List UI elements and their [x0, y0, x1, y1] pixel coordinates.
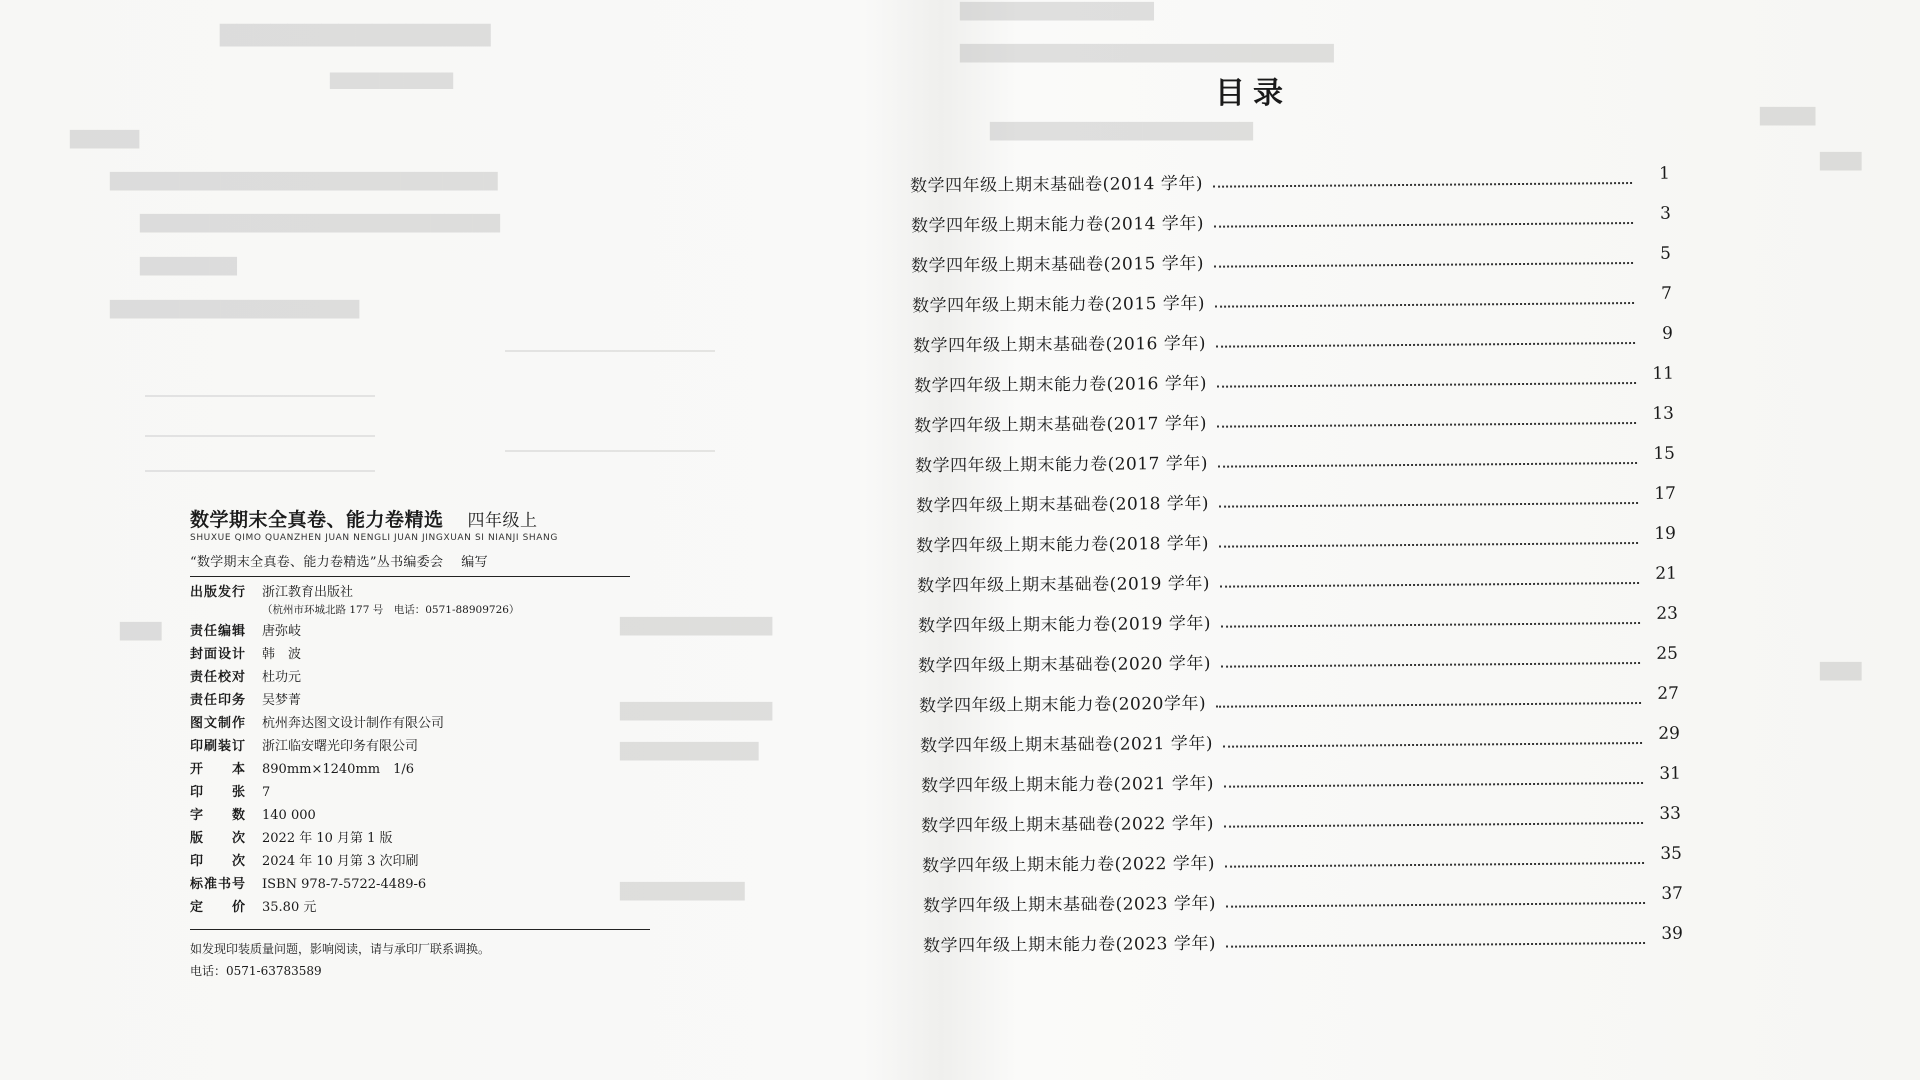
toc-page-number: 31	[1658, 763, 1681, 784]
toc-entry[interactable]	[920, 762, 1680, 797]
toc-page-number: 27	[1657, 683, 1680, 704]
toc-dot-leader	[1218, 462, 1637, 468]
book-title-pinyin: SHUXUE QIMO QUANZHEN JUAN NENGLI JUAN JINGXUAN SI NIANJI SHANG	[190, 533, 558, 543]
bleed-through-text: ▇▇▇▇▇▇▇▇▇▇▇▇▇▇▇▇▇▇▇	[990, 120, 1254, 141]
toc-dot-leader	[1216, 342, 1635, 348]
info-row	[190, 850, 630, 873]
toc-dot-leader	[1223, 742, 1642, 748]
bleed-through-text: ▇▇▇▇▇▇▇▇▇▇▇▇▇▇▇▇▇▇	[110, 298, 360, 319]
book-title	[190, 505, 630, 532]
toc-entry[interactable]	[916, 522, 1676, 557]
publisher-name: 浙江教育出版社	[262, 585, 354, 600]
publisher-label: 出版发行	[190, 585, 247, 600]
info-value: 140 000	[262, 808, 316, 823]
info-label: 字 数	[190, 808, 247, 823]
bleed-through-text: ▇▇▇▇▇▇▇▇▇▇▇▇▇▇▇▇▇▇▇▇▇▇▇▇▇▇▇	[960, 42, 1334, 63]
info-row	[190, 758, 630, 781]
toc-entry-title: 数学四年级上期末基础卷(2019 学年)	[916, 573, 1211, 597]
toc-dot-leader	[1221, 662, 1640, 668]
toc-dot-leader	[1216, 382, 1635, 388]
toc-entry[interactable]	[918, 642, 1678, 677]
toc-dot-leader	[1214, 262, 1633, 268]
toc-entry-title: 数学四年级上期末基础卷(2014 学年)	[909, 173, 1204, 197]
info-row	[190, 643, 630, 666]
toc-entry-title: 数学四年级上期末基础卷(2016 学年)	[912, 333, 1206, 357]
bleed-through-text: ▇▇▇▇▇▇▇▇▇	[620, 880, 745, 901]
toc-dot-leader	[1224, 822, 1643, 828]
toc-page-number: 19	[1654, 523, 1677, 544]
info-row	[190, 896, 630, 919]
toc-entry[interactable]	[911, 202, 1671, 237]
bleed-through-text: ▇▇▇▇▇▇▇▇▇▇	[330, 70, 454, 89]
toc-page-number: 9	[1661, 323, 1673, 344]
info-value: 韩 波	[262, 647, 302, 662]
toc-dot-leader	[1220, 582, 1639, 588]
info-label: 责任编辑	[190, 624, 247, 639]
toc-entry-title: 数学四年级上期末能力卷(2021 学年)	[920, 773, 1214, 797]
toc-page-number: 7	[1661, 283, 1673, 304]
toc-entry[interactable]	[919, 682, 1679, 717]
toc-entry-title: 数学四年级上期末能力卷(2023 学年)	[923, 933, 1217, 957]
bleed-through-text: ▇▇▇▇▇▇▇▇▇▇▇	[620, 615, 773, 636]
bleed-through-text: ▇▇▇	[1820, 150, 1862, 171]
info-value: 浙江临安曙光印务有限公司	[262, 739, 419, 754]
toc-dot-leader	[1216, 702, 1641, 708]
toc-page-number: 13	[1652, 403, 1675, 424]
toc-entry[interactable]	[913, 362, 1673, 397]
bleed-through-text: ▇▇▇	[120, 620, 162, 641]
bleed-through-text: ▇▇▇▇▇▇▇▇▇▇▇	[620, 700, 773, 721]
toc-dot-leader	[1219, 542, 1638, 548]
info-label: 印 次	[190, 854, 247, 869]
info-label: 印刷装订	[190, 739, 247, 754]
publication-info-list	[190, 620, 630, 919]
info-label: 图文制作	[190, 716, 247, 731]
info-label: 版 次	[190, 831, 247, 846]
toc-page-number: 25	[1656, 643, 1679, 664]
toc-page-number: 3	[1659, 203, 1671, 224]
info-label: 定 价	[190, 900, 247, 915]
toc-entry-title: 数学四年级上期末能力卷(2014 学年)	[910, 213, 1204, 237]
info-value: 7	[262, 785, 271, 800]
toc-page-number: 35	[1660, 843, 1682, 864]
toc-page-number: 1	[1659, 163, 1671, 184]
compiler-role: 编写	[461, 555, 488, 570]
divider	[190, 929, 650, 930]
toc-entry[interactable]	[922, 842, 1682, 877]
bleed-through-text: ▇▇▇▇▇▇▇▇▇▇▇▇▇▇▇▇	[220, 22, 491, 47]
toc-entry[interactable]	[911, 242, 1671, 277]
info-row	[190, 781, 630, 804]
toc-dot-leader	[1215, 302, 1634, 308]
toc-title: 目录	[1215, 76, 1291, 111]
info-row	[190, 804, 630, 827]
info-label: 印 张	[190, 785, 247, 800]
info-row	[190, 689, 630, 712]
bleed-through-line	[145, 470, 375, 472]
publisher-address: （杭州市环城北路 177 号 电话：0571-88909726）	[262, 604, 520, 616]
bleed-through-line	[505, 450, 715, 452]
bleed-through-text: ▇▇▇▇	[1760, 105, 1816, 126]
toc-entry-title: 数学四年级上期末能力卷(2017 学年)	[914, 453, 1208, 477]
contact-phone: 电话：0571-63783589	[190, 964, 322, 978]
toc-entry[interactable]	[920, 722, 1680, 757]
info-value: 2022 年 10 月第 1 版	[262, 831, 393, 846]
toc-page-number: 39	[1661, 923, 1684, 944]
toc-entry-title: 数学四年级上期末能力卷(2022 学年)	[921, 853, 1215, 877]
publisher-row	[190, 581, 630, 604]
compiler-name: “数学期末全真卷、能力卷精选”丛书编委会	[190, 555, 444, 570]
toc-entry-title: 数学四年级上期末基础卷(2017 学年)	[914, 413, 1208, 437]
toc-dot-leader	[1223, 782, 1642, 788]
bleed-through-text: ▇▇▇	[1820, 660, 1862, 681]
quality-notice: 如发现印装质量问题，影响阅读，请与承印厂联系调换。	[190, 942, 491, 956]
info-row	[190, 620, 630, 643]
info-value: 890mm×1240mm 1/6	[262, 762, 415, 777]
toc-entry-title: 数学四年级上期末能力卷(2018 学年)	[916, 533, 1210, 557]
info-label: 封面设计	[190, 647, 247, 662]
toc-entry-title: 数学四年级上期末基础卷(2015 学年)	[911, 253, 1205, 277]
toc-entry[interactable]	[914, 402, 1674, 437]
toc-entry[interactable]	[922, 882, 1682, 917]
toc-entry-title: 数学四年级上期末基础卷(2023 学年)	[922, 893, 1216, 917]
grade-label: 四年级上	[467, 511, 538, 531]
toc-dot-leader	[1217, 422, 1636, 428]
toc-entry[interactable]	[923, 922, 1683, 957]
toc-page-number: 15	[1653, 443, 1675, 464]
bleed-through-text: ▇▇▇▇▇▇▇	[140, 255, 237, 276]
info-row	[190, 666, 630, 689]
toc-dot-leader	[1226, 942, 1645, 948]
toc-entry-title: 数学四年级上期末基础卷(2020 学年)	[918, 653, 1212, 677]
info-row	[190, 735, 630, 758]
info-row	[190, 873, 630, 896]
toc-entry-title: 数学四年级上期末基础卷(2018 学年)	[915, 493, 1209, 517]
info-label: 标准书号	[190, 877, 247, 892]
info-value: 2024 年 10 月第 3 次印刷	[262, 854, 419, 869]
info-value: 吴梦菁	[262, 693, 302, 708]
bleed-through-text: ▇▇▇▇▇▇▇▇▇▇▇▇▇▇	[960, 0, 1154, 21]
toc-page-number: 17	[1653, 483, 1676, 504]
toc-entry[interactable]	[915, 442, 1675, 477]
info-label: 开 本	[190, 762, 247, 777]
info-row	[190, 827, 630, 850]
bleed-through-text: ▇▇▇▇▇▇▇▇▇▇▇▇▇▇▇▇▇▇▇▇▇▇▇▇▇▇▇▇	[110, 170, 498, 191]
toc-entry[interactable]	[915, 482, 1675, 517]
toc-entry-title: 数学四年级上期末基础卷(2022 学年)	[921, 813, 1215, 837]
book-title-text: 数学期末全真卷、能力卷精选	[190, 509, 444, 531]
bleed-through-text: ▇▇▇▇▇▇▇▇▇▇	[620, 740, 759, 761]
toc-entry[interactable]	[910, 162, 1670, 197]
bleed-through-text: ▇▇▇▇▇	[70, 128, 140, 149]
toc-dot-leader	[1214, 222, 1633, 228]
toc-entry-title: 数学四年级上期末能力卷(2020学年)	[919, 693, 1207, 717]
toc-dot-leader	[1219, 502, 1638, 508]
divider	[190, 576, 630, 577]
toc-page-number: 37	[1660, 883, 1683, 904]
bleed-through-text: ▇▇▇▇▇▇▇▇▇▇▇▇▇▇▇▇▇▇▇▇▇▇▇▇▇▇	[140, 212, 500, 233]
toc-page-number: 29	[1658, 723, 1680, 744]
info-value: 杭州奔达图文设计制作有限公司	[262, 716, 445, 731]
toc-entry-title: 数学四年级上期末基础卷(2021 学年)	[919, 733, 1213, 757]
toc-page-number: 23	[1655, 603, 1678, 624]
toc-entry[interactable]	[912, 282, 1672, 317]
toc-dot-leader	[1225, 862, 1644, 868]
toc-page-number: 33	[1659, 803, 1682, 824]
info-label: 责任印务	[190, 693, 247, 708]
compiler-line	[190, 551, 630, 570]
toc-dot-leader	[1221, 622, 1640, 628]
bleed-through-line	[505, 350, 715, 352]
bleed-through-line	[145, 435, 375, 437]
toc-entry[interactable]	[917, 562, 1677, 597]
info-value: 唐弥岐	[262, 624, 302, 639]
toc-entry-title: 数学四年级上期末能力卷(2019 学年)	[917, 613, 1211, 637]
bleed-through-line	[145, 395, 375, 397]
toc-page-number: 5	[1660, 243, 1672, 264]
info-value: 35.80 元	[262, 900, 317, 915]
info-label: 责任校对	[190, 670, 247, 685]
info-value: 杜功元	[262, 670, 302, 685]
toc-entry[interactable]	[918, 602, 1678, 637]
toc-entry-title: 数学四年级上期末能力卷(2016 学年)	[913, 373, 1207, 397]
toc-dot-leader	[1213, 182, 1632, 188]
toc-dot-leader	[1226, 902, 1645, 908]
toc-page-number: 11	[1651, 363, 1674, 384]
info-row	[190, 712, 630, 735]
info-value: ISBN 978-7-5722-4489-6	[262, 877, 427, 892]
toc-entry-title: 数学四年级上期末能力卷(2015 学年)	[912, 293, 1206, 317]
toc-entry[interactable]	[913, 322, 1673, 357]
toc-entry[interactable]	[921, 802, 1681, 837]
toc-page-number: 21	[1655, 563, 1678, 584]
copyright-block	[190, 505, 630, 980]
